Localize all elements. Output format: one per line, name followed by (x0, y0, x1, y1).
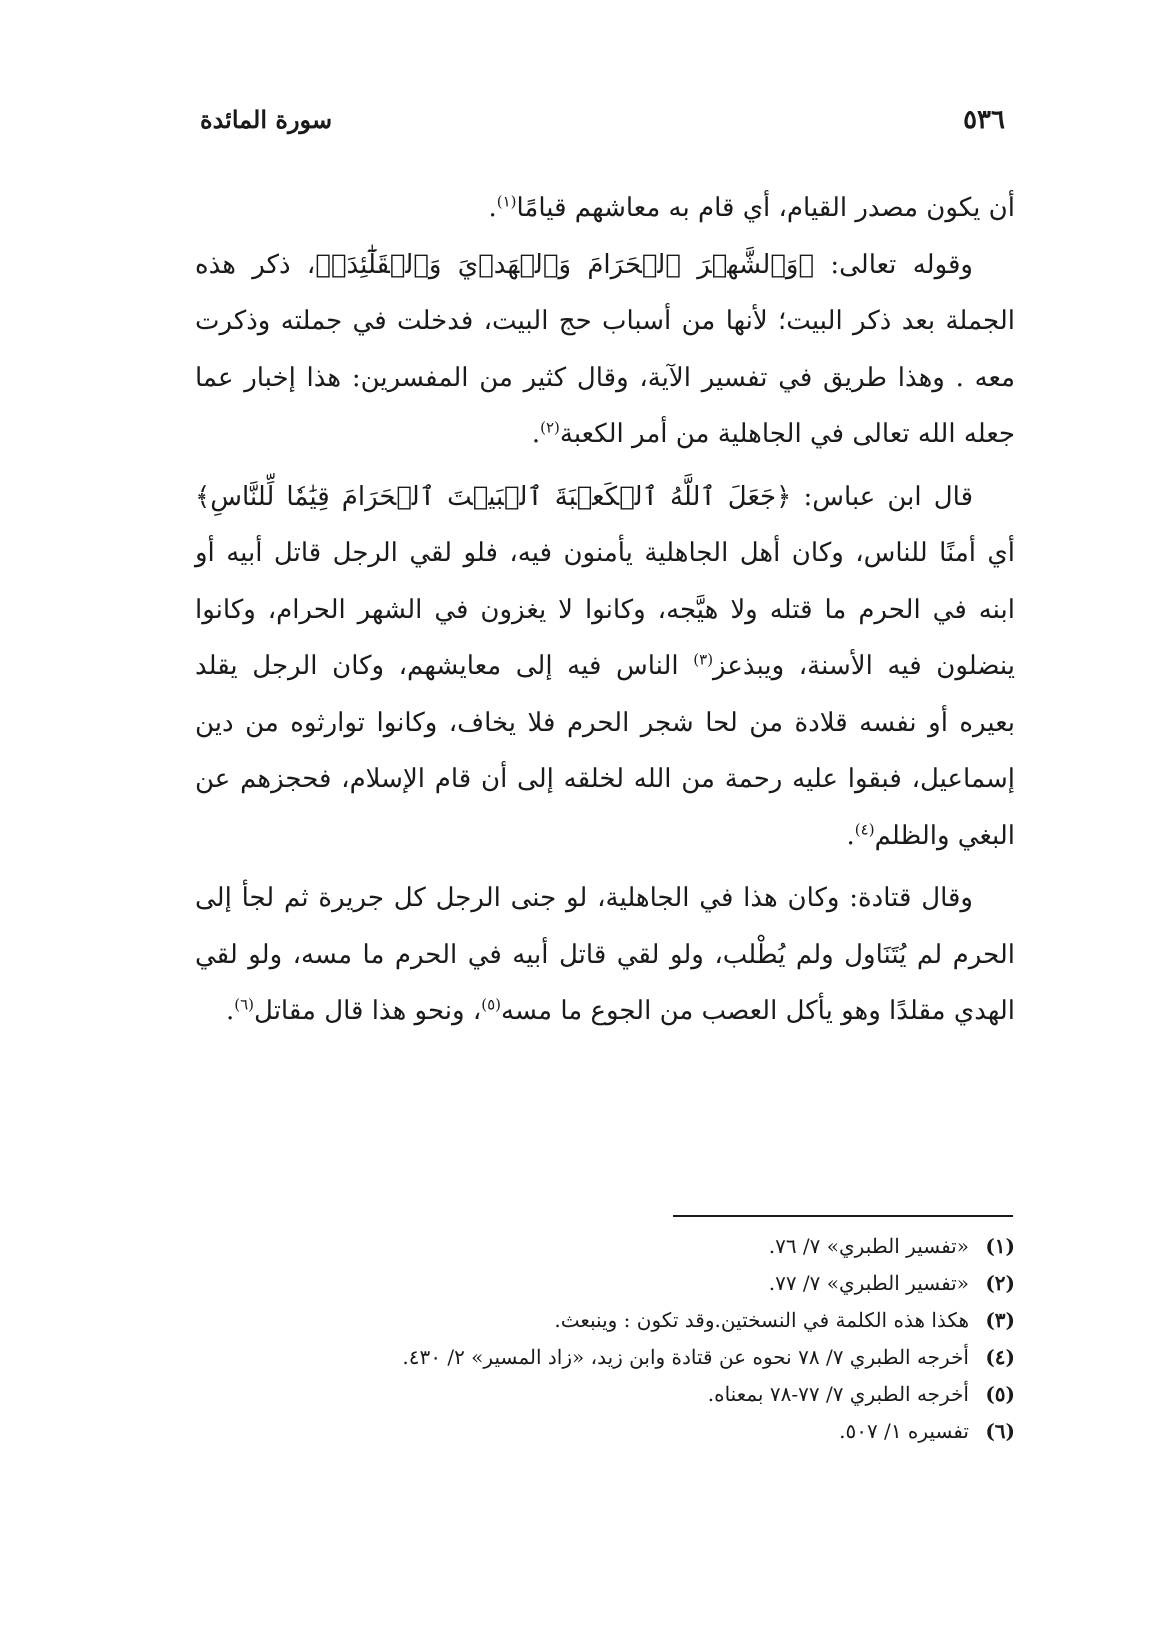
footnote-text: «تفسير الطبري» ٧/ ٧٧. (768, 1271, 969, 1295)
footnote-number: (٣) (985, 1308, 1015, 1332)
footnote-divider (673, 1215, 1013, 1217)
quran-verse-2: ﴿جَعَلَ ٱللَّهُ ٱلۡكَعۡبَةَ ٱلۡبَيۡتَ ٱلۡحَرَامَ قِيَٰمٗا لِّلنَّاسِ﴾ (195, 481, 792, 512)
paragraph-4-text-b: ، ونحو هذا قال مقاتل (254, 996, 482, 1026)
quran-verse-1: ﴿وَٱلشَّهۡرَ ٱلۡحَرَامَ وَٱلۡهَدۡيَ وَٱلۡقَلَٰٓئِدَۚ﴾ (315, 249, 815, 280)
paragraph-2-end: . (531, 419, 541, 449)
page-header (200, 105, 1005, 145)
page-number: ٥٣٦ (963, 105, 1005, 135)
footnote-number: (٢) (985, 1271, 1015, 1295)
footnote-text: هكذا هذه الكلمة في النسختين.وقد تكون : وينبعث. (554, 1308, 969, 1332)
footnotes-section (195, 1228, 1015, 1450)
main-text (195, 180, 1015, 1040)
paragraph-3-intro: قال ابن عباس: (791, 481, 973, 512)
running-title: سورة المائدة (200, 105, 333, 134)
footnote-number: (١) (985, 1234, 1015, 1258)
footnote-item (195, 1376, 1015, 1413)
footnote-number: (٦) (985, 1419, 1015, 1443)
paragraph-4 (195, 870, 1015, 1040)
footnote-text: تفسيره ١/ ٥٠٧. (839, 1419, 969, 1443)
footnote-text: «تفسير الطبري» ٧/ ٧٦. (768, 1234, 969, 1258)
footnote-text: أخرجه الطبري ٧/ ٧٧-٧٨ بمعناه. (707, 1382, 969, 1406)
paragraph-3-text-b: الناس فيه إلى معايشهم، وكان الرجل يقلد بعيره أو نفسه قلادة من لحا شجر الحرم فلا يخاف، وكانوا توارثوه من دين إسماعيل، فبقوا عليه رحمة من الله لخلقه إلى أن قام الإسلام، فحجزهم عن البغي والظلم (195, 651, 1015, 851)
footnote-item (195, 1302, 1015, 1339)
footnote-number: (٤) (985, 1345, 1015, 1369)
paragraph-3-end: . (846, 820, 855, 851)
footnote-item (195, 1339, 1015, 1376)
footnote-ref-3: (٣) (693, 650, 714, 669)
paragraph-2-text: ، ذكر هذه الجملة بعد ذكر البيت؛ لأنها من أسباب حج البيت، فدخلت في جملته وذكرت معه . وهذا طريق في تفسير الآية، وقال كثير من المفسرين: هذا إخبار عما جعله الله تعالى في الجاهلية من أمر الكعبة (195, 249, 1015, 449)
footnote-item (195, 1413, 1015, 1450)
footnote-item (195, 1228, 1015, 1265)
footnote-ref-4: (٤) (854, 819, 875, 838)
footnote-ref-2: (٢) (540, 418, 560, 437)
footnote-text: أخرجه الطبري ٧/ ٧٨ نحوه عن قتادة وابن زيد، «زاد المسير» ٢/ ٤٣٠. (402, 1345, 969, 1369)
paragraph-1-end: . (488, 193, 497, 223)
footnote-ref-1: (١) (496, 192, 517, 211)
paragraph-4-end: . (225, 996, 235, 1026)
paragraph-3 (195, 469, 1015, 865)
paragraph-4-text-a: وقال قتادة: وكان هذا في الجاهلية، لو جنى الرجل كل جريرة ثم لجأ إلى الحرم لم يُتَنَاول ولم يُطْلب، ولو لقي قاتل أبيه في الحرم ما مسه، ولو لقي الهدي مقلدًا وهو يأكل العصب من الجوع ما مسه (195, 883, 1015, 1026)
paragraph-2-intro: وقوله تعالى: (814, 249, 973, 280)
paragraph-2 (195, 237, 1015, 463)
paragraph-1-text: أن يكون مصدر القيام، أي قام به معاشهم قيامًا (516, 193, 1015, 223)
footnote-ref-6: (٦) (234, 995, 254, 1014)
footnote-number: (٥) (985, 1382, 1015, 1406)
paragraph-3-text-a: أي أمنًا للناس، وكان أهل الجاهلية يأمنون فيه، فلو لقي الرجل قاتل أبيه أو ابنه في الحرم ما قتله ولا هيَّجه، وكانوا لا يغزون في الشهر الحرام، وكانوا ينضلون فيه الأسنة، ويبذعز (195, 538, 1015, 681)
footnote-item (195, 1265, 1015, 1302)
footnote-ref-5: (٥) (481, 995, 501, 1014)
paragraph-1 (195, 180, 1015, 237)
